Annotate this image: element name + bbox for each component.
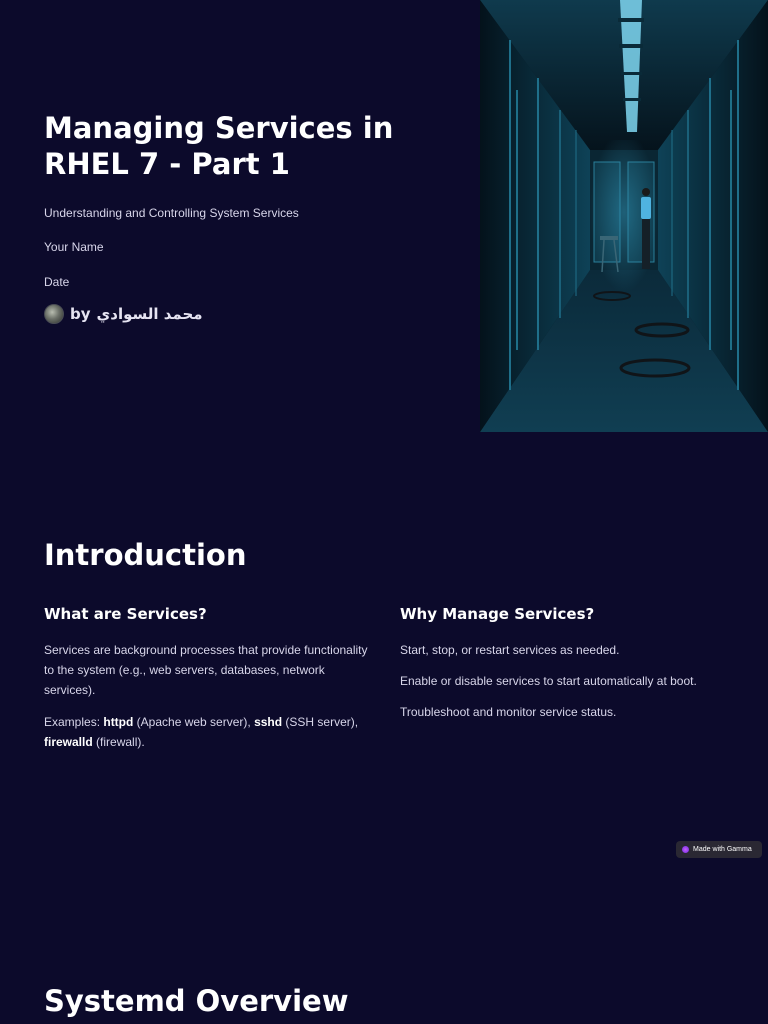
author-byline[interactable] — [44, 303, 203, 325]
gamma-logo-icon — [682, 846, 689, 853]
list-item: Enable or disable services to start automatically at boot. — [400, 674, 697, 688]
example-httpd: httpd — [103, 715, 134, 729]
example-firewalld-desc: (firewall). — [92, 735, 145, 749]
date-placeholder: Date — [44, 275, 70, 289]
avatar — [44, 304, 64, 324]
services-definition: Services are background processes that provide functionality to the system (e.g., web servers, databases, network services). — [44, 643, 368, 697]
server-room-image — [480, 0, 768, 432]
example-firewalld: firewalld — [44, 735, 93, 749]
systemd-overview-title: Systemd Overview — [44, 984, 349, 1018]
server-room-illustration — [480, 0, 768, 432]
example-httpd-desc: (Apache web server), — [133, 715, 255, 729]
badge-label: Made with Gamma — [693, 846, 752, 853]
examples-prefix: Examples: — [44, 715, 104, 729]
what-are-services-column — [44, 604, 374, 764]
what-are-services-heading: What are Services? — [44, 605, 207, 623]
made-with-gamma-badge[interactable] — [676, 841, 762, 858]
author-placeholder: Your Name — [44, 240, 104, 254]
example-sshd: sshd — [254, 715, 283, 729]
why-manage-services-column — [400, 604, 730, 733]
byline-name: محمد السوادي — [96, 305, 203, 323]
slide-title: Managing Services in RHEL 7 - Part 1 — [44, 111, 394, 181]
byline-prefix: by — [70, 305, 91, 323]
services-examples — [44, 712, 374, 752]
list-item: Start, stop, or restart services as needed. — [400, 643, 620, 657]
example-sshd-desc: (SSH server), — [282, 715, 359, 729]
list-item: Troubleshoot and monitor service status. — [400, 705, 617, 719]
introduction-title: Introduction — [44, 538, 247, 572]
slide-subtitle: Understanding and Controlling System Services — [44, 206, 299, 220]
why-manage-services-heading: Why Manage Services? — [400, 605, 595, 623]
